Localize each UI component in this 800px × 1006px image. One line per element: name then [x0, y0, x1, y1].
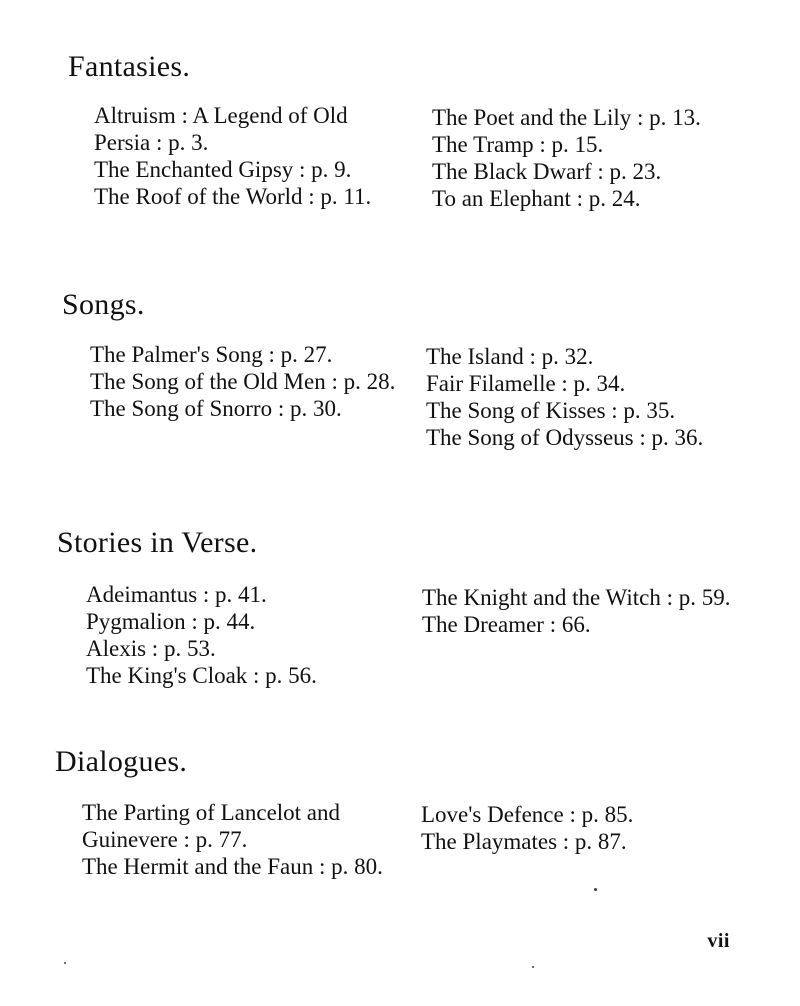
contents-entry: The Song of Snorro : p. 30.: [90, 396, 342, 421]
contents-entry: Pygmalion : p. 44.: [86, 609, 256, 634]
contents-entry: The Knight and the Witch : p. 59.: [422, 585, 731, 610]
contents-entry: The Parting of Lancelot and Guinevere : p. 77.: [82, 800, 341, 852]
section-heading: Songs.: [62, 288, 145, 321]
left-column: [90, 341, 402, 422]
section-heading: Fantasies.: [68, 50, 191, 83]
contents-entry: Adeimantus : p. 41.: [86, 582, 267, 607]
left-column: [94, 102, 404, 210]
contents-entry: Alexis : p. 53.: [86, 636, 216, 661]
section-heading: Dialogues.: [55, 745, 188, 778]
ink-speck: [532, 966, 534, 968]
section-heading: Stories in Verse.: [57, 526, 258, 559]
right-column: [422, 584, 746, 638]
contents-entry: The Island : p. 32.: [426, 344, 594, 369]
contents-entry: The Hermit and the Faun : p. 80.: [82, 854, 383, 879]
contents-entry: The King's Cloak : p. 56.: [86, 663, 317, 688]
contents-entry: Fair Filamelle : p. 34.: [426, 371, 626, 396]
contents-entry: The Enchanted Gipsy : p. 9.: [94, 157, 352, 182]
right-column: [432, 104, 752, 212]
contents-entry: The Playmates : p. 87.: [421, 829, 627, 854]
contents-entry: The Roof of the World : p. 11.: [94, 184, 372, 209]
right-column: [426, 343, 746, 451]
ink-speck: [594, 888, 597, 891]
contents-entry: The Song of Odysseus : p. 36.: [426, 425, 704, 450]
contents-entry: The Song of the Old Men : p. 28.: [90, 369, 396, 394]
contents-entry: To an Elephant : p. 24.: [432, 186, 641, 211]
contents-entry: The Black Dwarf : p. 23.: [432, 159, 662, 184]
ink-speck: [64, 962, 66, 964]
contents-entry: Love's Defence : p. 85.: [421, 802, 634, 827]
right-column: [421, 801, 741, 855]
left-column: [82, 799, 398, 880]
page-number: vii: [707, 930, 730, 952]
contents-entry: The Poet and the Lily : p. 13.: [432, 105, 701, 130]
left-column: [86, 581, 398, 689]
contents-entry: The Tramp : p. 15.: [432, 132, 604, 157]
contents-entry: The Song of Kisses : p. 35.: [426, 398, 676, 423]
contents-entry: The Palmer's Song : p. 27.: [90, 342, 333, 367]
contents-entry: The Dreamer : 66.: [422, 612, 591, 637]
contents-entry: Altruism : A Legend of Old Persia : p. 3.: [94, 103, 348, 155]
